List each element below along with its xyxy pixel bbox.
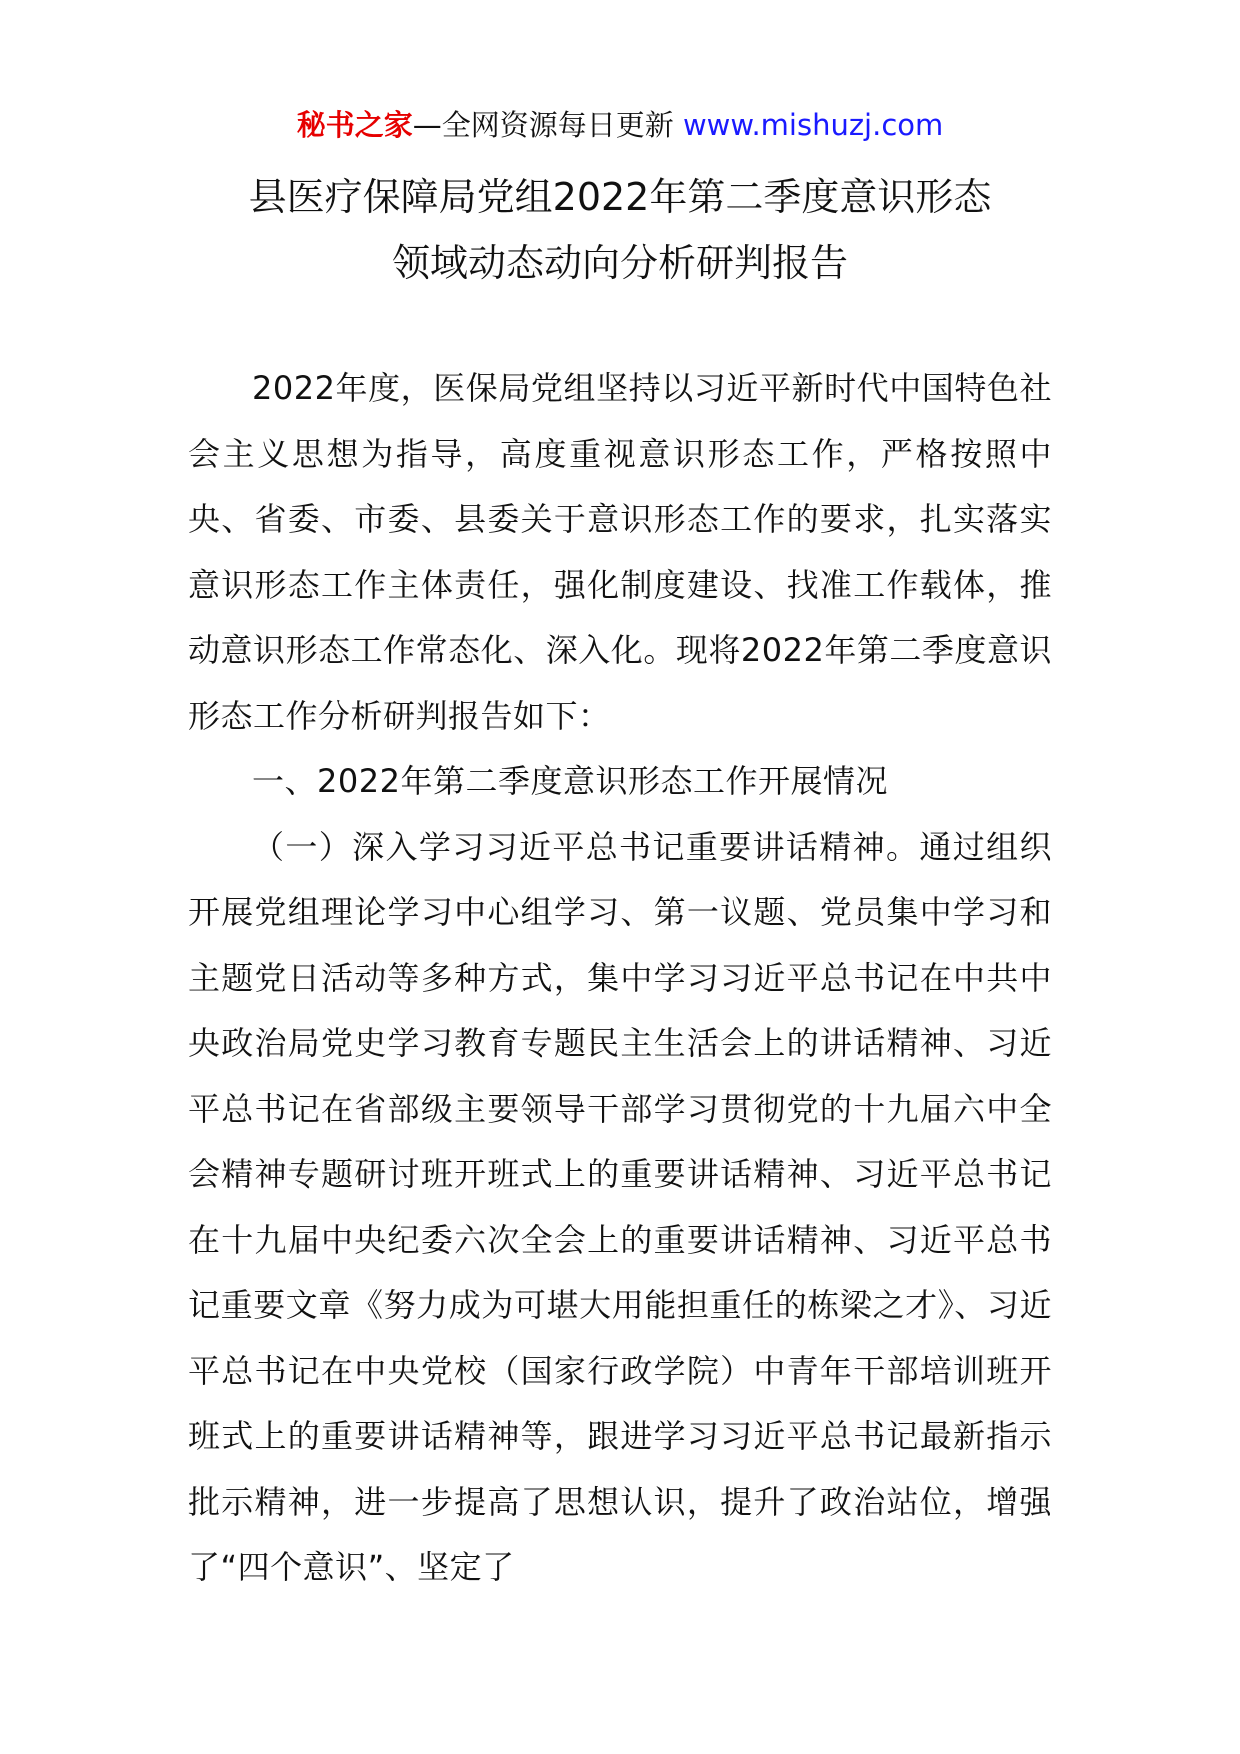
site-url-link[interactable]: www.mishuzj.com <box>682 108 944 142</box>
section-paragraph: （一）深入学习习近平总书记重要讲话精神。通过组织开展党组理论学习中心组学习、第一议题、党员集中学习和主题党日活动等多种方式，集中学习习近平总书记在中共中央政治局党史学习教育专题民主生活会上的讲话精神、习近平总书记在省部级主要领导干部学习贯彻党的十九届六中全会精神专题研讨班开班式上的重要讲话精神、习近平总书记在十九届中央纪委六次全会上的重要讲话精神、习近平总书记重要文章《努力成为可堪大用能担重任的栋梁之才》、习近平总书记在中央党校（国家行政学院）中青年干部培训班开班式上的重要讲话精神等，跟进学习习近平总书记最新指示批示精神，进一步提高了思想认识，提升了政治站位，增强了“四个意识”、坚定了 <box>188 827 1052 1586</box>
title-line-2: 领域动态动向分析研判报告 <box>391 241 848 285</box>
site-slogan: —全网资源每日更新 <box>412 108 683 142</box>
site-watermark-header <box>0 104 1240 146</box>
document-body <box>188 356 1052 1601</box>
brand-name: 秘书之家 <box>296 108 413 142</box>
document-title <box>0 164 1240 296</box>
intro-paragraph: 2022年度，医保局党组坚持以习近平新时代中国特色社会主义思想为指导，高度重视意识形态工作，严格按照中央、省委、市委、县委关于意识形态工作的要求，扎实落实意识形态工作主体责任，强化制度建设、找准工作载体，推动意识形态工作常态化、深入化。现将2022年第二季度意识形态工作分析研判报告如下： <box>188 369 1052 735</box>
section-heading: 一、2022年第二季度意识形态工作开展情况 <box>252 762 888 800</box>
title-line-1: 县医疗保障局党组2022年第二季度意识形态 <box>248 175 992 219</box>
